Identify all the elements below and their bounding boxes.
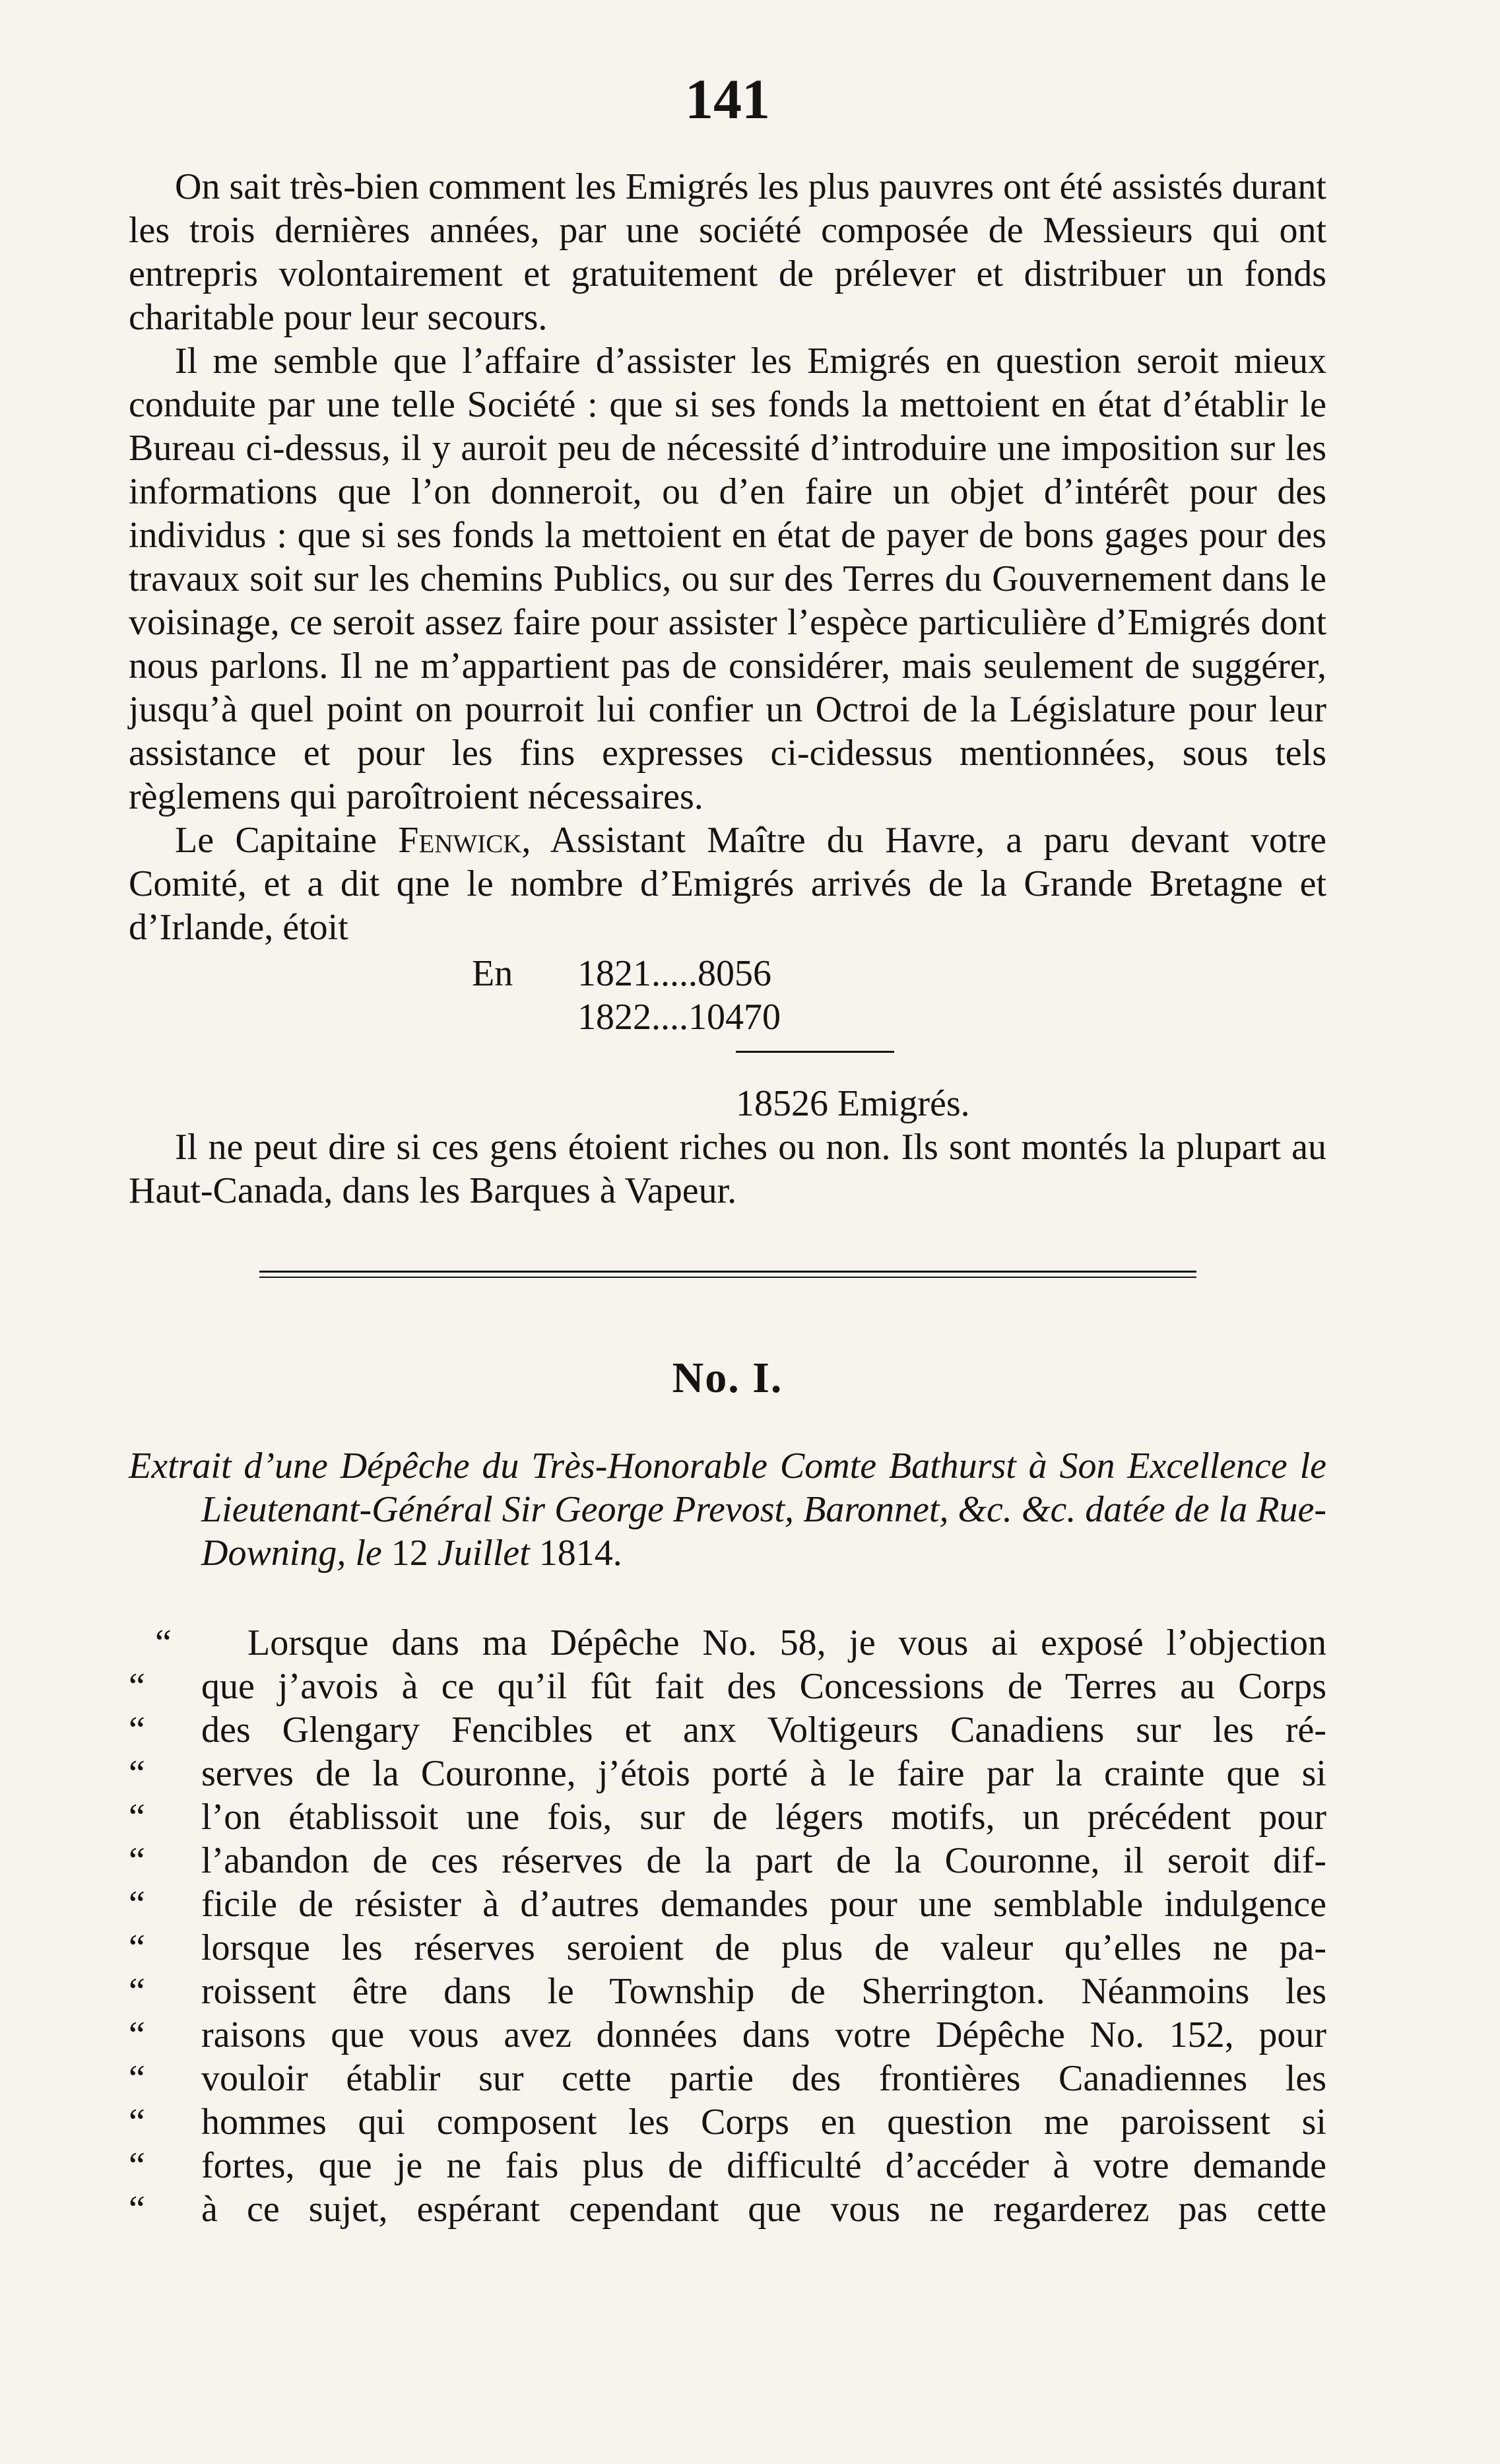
letter-line: “ roissent être dans le Township de Sherrington. Néanmoins les — [129, 1971, 1326, 2012]
paragraph-emigres-assistes: On sait très-bien comment les Emigrés les plus pauvres ont été assistés durant les trois dernières années, par une société composée de Messieurs qui ont entrepris volontairement et gratuitement de prélever et distribuer un fonds charitable pour leur secours. — [129, 166, 1326, 338]
extract-date-num: 12 — [391, 1533, 428, 1574]
stat-dots: .... — [651, 997, 688, 1038]
stat-count: 10470 — [688, 997, 781, 1038]
emigrant-statistics — [472, 952, 1326, 1039]
stat-year: 1821 — [577, 953, 651, 994]
letter-line: “ des Glengary Fencibles et anx Voltigeurs Canadiens sur les ré- — [129, 1710, 1326, 1750]
letter-line: “ vouloir établir sur cette partie des frontières Canadiennes les — [129, 2058, 1326, 2099]
stat-total: 18526 Emigrés. — [736, 1083, 970, 1124]
extract-title — [129, 1444, 1326, 1575]
sum-rule — [736, 1051, 894, 1053]
fenwick-name: Fenwick — [398, 820, 522, 861]
letter-line: “ Lorsque dans ma Dépêche No. 58, je vous ai exposé l’objection — [155, 1622, 1326, 1663]
letter-body — [129, 1621, 1326, 2231]
quote-mark: “ — [155, 1622, 172, 1663]
quote-mark: “ — [129, 1884, 145, 1925]
stat-dots: ..... — [651, 953, 698, 994]
paragraph-closing: Il ne peut dire si ces gens étoient riches ou non. Ils sont montés la plupart au Haut-Canada, dans les Barques à Vapeur. — [129, 1127, 1326, 1211]
quote-mark: “ — [129, 2014, 145, 2055]
stat-prefix: En — [472, 953, 513, 994]
quote-mark: “ — [129, 2102, 145, 2143]
fenwick-before: Le Capitaine — [175, 820, 399, 861]
paragraph-fenwick — [129, 818, 1326, 949]
letter-line: “ que j’avois à ce qu’il fût fait des Concessions de Terres au Corps — [129, 1666, 1326, 1707]
quote-mark: “ — [129, 1666, 145, 1707]
quote-mark: “ — [129, 1927, 145, 1968]
quote-mark: “ — [129, 2189, 145, 2230]
quote-mark: “ — [129, 2058, 145, 2099]
section-divider — [259, 1271, 1196, 1278]
quote-mark: “ — [129, 1753, 145, 1794]
letter-line: “ fortes, que je ne fais plus de difficulté d’accéder à votre demande — [129, 2145, 1326, 2186]
letter-line: “ serves de la Couronne, j’étois porté à le faire par la crainte que si — [129, 1753, 1326, 1794]
letter-line: “ ficile de résister à d’autres demandes pour une semblable indulgence — [129, 1884, 1326, 1925]
extract-month: Juillet — [428, 1533, 539, 1574]
document-page — [129, 59, 1326, 2231]
quote-mark: “ — [129, 1797, 145, 1838]
extract-text: Extrait d’une Dépêche du Très-Honorable Comte Bathurst à Son Excellence le Lieutenant-Général Sir George Prevost, Baronnet, &c. &c. datée de la Rue-Downing, le — [129, 1446, 1326, 1574]
paragraph-societe: Il me semble que l’affaire d’assister les Emigrés en question seroit mieux conduite par une telle Société : que si ses fonds la mettoient en état d’établir le Bureau ci-dessus, il y auroit peu de nécessité d’introduire une imposition sur les informations que l’on donneroit, ou d’en faire un objet d’intérêt pour des individus : que si ses fonds la mettoient en état de payer de bons gages pour des travaux soit sur les chemins Publics, ou sur des Terres du Gouvernement dans le voisinage, ce seroit assez faire pour assister l’espèce particulière d’Emigrés dont nous parlons. Il ne m’appartient pas de considérer, mais seulement de suggérer, jusqu’à quel point on pourroit lui confier un Octroi de la Législature pour leur assistance et pour les fins expresses ci-cidessus mentionnées, sous tels règlemens qui paroîtroient nécessaires. — [129, 341, 1326, 817]
letter-line: “ l’abandon de ces réserves de la part de la Couronne, il seroit dif- — [129, 1840, 1326, 1881]
quote-mark: “ — [129, 2145, 145, 2186]
page-number: 141 — [685, 67, 770, 131]
letter-line: “ hommes qui composent les Corps en question me paroissent si — [129, 2102, 1326, 2143]
letter-line: “ à ce sujet, espérant cependant que vous ne regarderez pas cette — [129, 2189, 1326, 2230]
quote-mark: “ — [129, 1840, 145, 1881]
letter-line: “ raisons que vous avez données dans votre Dépêche No. 152, pour — [129, 2014, 1326, 2055]
appendix-heading: No. I. — [672, 1354, 783, 1402]
fenwick-after: , Assistant Maître du Havre, a paru devant votre Comité, et a dit qne le nombre d’Emigrés arrivés de la Grande Bretagne et d’Irlande, étoit — [129, 820, 1326, 948]
stat-year: 1822 — [577, 997, 651, 1038]
extract-end: . — [612, 1533, 622, 1574]
extract-year: 1814 — [538, 1533, 613, 1574]
quote-mark: “ — [129, 1971, 145, 2012]
quote-mark: “ — [129, 1710, 145, 1750]
stat-row-1821 — [472, 952, 1326, 995]
stat-row-1822 — [472, 995, 1326, 1039]
letter-line: “ lorsque les réserves seroient de plus de valeur qu’elles ne pa- — [129, 1927, 1326, 1968]
letter-line: “ l’on établissoit une fois, sur de légers motifs, un précédent pour — [129, 1797, 1326, 1838]
stat-count: 8056 — [698, 953, 771, 994]
